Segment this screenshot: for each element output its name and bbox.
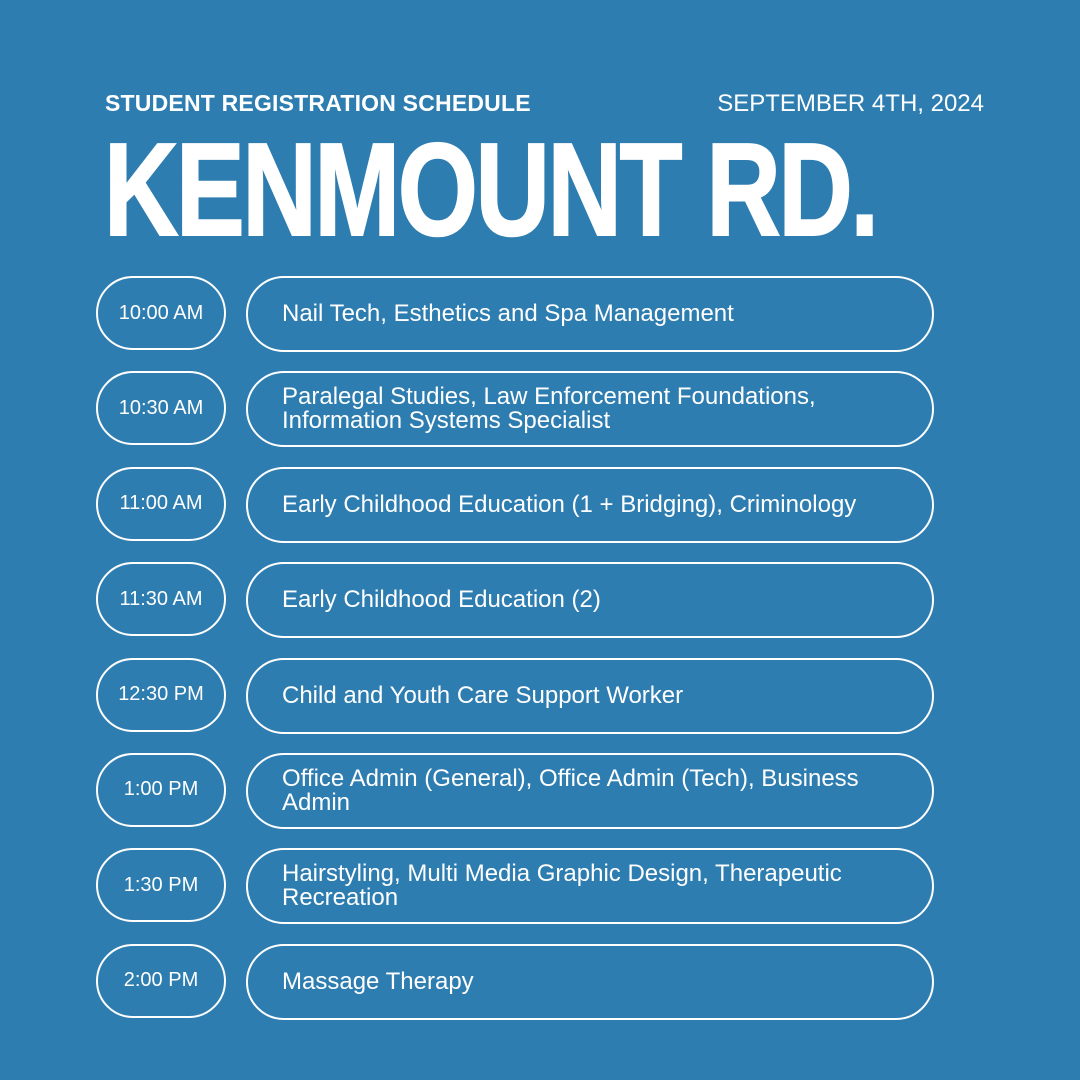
schedule-list — [96, 276, 936, 1039]
schedule-row — [96, 658, 936, 734]
schedule-row — [96, 848, 936, 924]
time-slot: 10:00 AM — [96, 276, 226, 350]
schedule-row — [96, 944, 936, 1020]
program-list: Hairstyling, Multi Media Graphic Design, Therapeutic Recreation — [246, 848, 934, 924]
schedule-row — [96, 371, 936, 447]
time-slot: 1:30 PM — [96, 848, 226, 922]
program-list: Early Childhood Education (2) — [246, 562, 934, 638]
program-list: Office Admin (General), Office Admin (Tech), Business Admin — [246, 753, 934, 829]
schedule-row — [96, 562, 936, 638]
time-slot: 1:00 PM — [96, 753, 226, 827]
time-slot: 12:30 PM — [96, 658, 226, 732]
header-subtitle: STUDENT REGISTRATION SCHEDULE — [105, 90, 531, 116]
time-slot: 10:30 AM — [96, 371, 226, 445]
program-list: Massage Therapy — [246, 944, 934, 1020]
program-list: Paralegal Studies, Law Enforcement Foundations, Information Systems Specialist — [246, 371, 934, 447]
schedule-row — [96, 276, 936, 352]
program-list: Child and Youth Care Support Worker — [246, 658, 934, 734]
time-slot: 11:00 AM — [96, 467, 226, 541]
page-title: KENMOUNT RD. — [104, 116, 877, 263]
program-list: Nail Tech, Esthetics and Spa Management — [246, 276, 934, 352]
time-slot: 2:00 PM — [96, 944, 226, 1018]
program-list: Early Childhood Education (1 + Bridging), Criminology — [246, 467, 934, 543]
schedule-row — [96, 467, 936, 543]
schedule-row — [96, 753, 936, 829]
header-date: SEPTEMBER 4TH, 2024 — [717, 90, 984, 117]
time-slot: 11:30 AM — [96, 562, 226, 636]
